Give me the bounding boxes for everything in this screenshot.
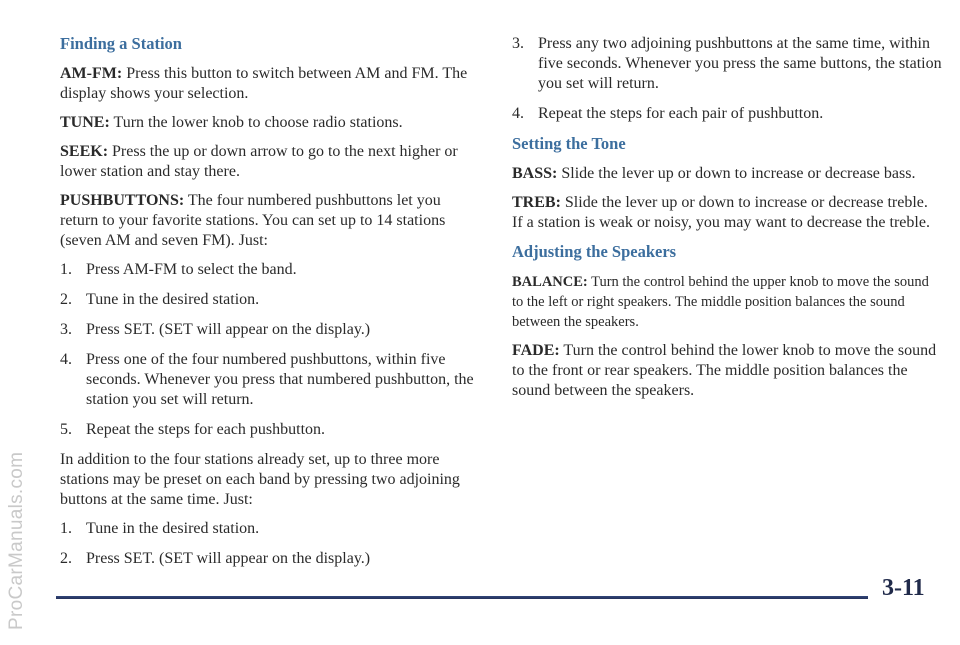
paragraph-balance: [512, 272, 942, 332]
step-text: Repeat the steps for each pushbutton.: [86, 421, 326, 438]
paragraph-treb: [512, 193, 942, 233]
term-balance: BALANCE:: [512, 274, 588, 290]
text-tune: Turn the lower knob to choose radio stations.: [109, 114, 403, 131]
step-number: 3.: [512, 35, 524, 52]
step-text: Press SET. (SET will appear on the display.): [86, 550, 371, 567]
step-text: Press one of the four numbered pushbuttons, within five seconds. Whenever you press that numbered pushbutton, the station you set will return.: [86, 351, 474, 408]
list-item: [512, 34, 942, 94]
step-number: 3.: [60, 321, 72, 338]
term-pushbuttons: PUSHBUTTONS:: [60, 192, 185, 209]
page-number: 3-11: [882, 575, 925, 601]
step-text: Tune in the desired station.: [86, 520, 260, 537]
footer-rule: [56, 596, 868, 599]
step-number: 4.: [60, 351, 72, 368]
step-number: 5.: [60, 421, 72, 438]
term-treb: TREB:: [512, 194, 561, 211]
list-item: [60, 290, 480, 310]
paragraph-am-fm: [60, 64, 480, 104]
step-number: 1.: [60, 261, 72, 278]
step-number: 1.: [60, 520, 72, 537]
text-am-fm: Press this button to switch between AM and FM. The display shows your selection.: [60, 65, 468, 102]
term-fade: FADE:: [512, 342, 560, 359]
left-column: [60, 34, 480, 579]
step-text: Repeat the steps for each pair of pushbutton.: [538, 105, 824, 122]
list-item: [60, 519, 480, 539]
step-text: Press AM-FM to select the band.: [86, 261, 297, 278]
heading-adjusting-the-speakers: Adjusting the Speakers: [512, 242, 677, 261]
list-item: [60, 549, 480, 569]
continued-steps-list: [512, 34, 942, 124]
list-item: [60, 420, 480, 440]
term-bass: BASS:: [512, 165, 558, 182]
step-number: 2.: [60, 291, 72, 308]
term-seek: SEEK:: [60, 143, 109, 160]
paragraph-tune: [60, 113, 480, 133]
step-text: Tune in the desired station.: [86, 291, 260, 308]
list-item: [512, 104, 942, 124]
text-seek: Press the up or down arrow to go to the next higher or lower station and stay there.: [60, 143, 458, 180]
heading-setting-the-tone: Setting the Tone: [512, 134, 626, 153]
list-item: [60, 320, 480, 340]
paragraph-fade: [512, 341, 942, 401]
text-bass: Slide the lever up or down to increase or decrease bass.: [557, 165, 916, 182]
text-treb: Slide the lever up or down to increase or decrease treble. If a station is weak or noisy, you may want to decrease the treble.: [512, 194, 930, 231]
heading-finding-a-station: Finding a Station: [60, 34, 182, 53]
paragraph-pushbuttons: [60, 191, 480, 251]
watermark-text: ProCarManuals.com: [6, 451, 27, 630]
right-column: [512, 34, 942, 410]
step-number: 4.: [512, 105, 524, 122]
term-am-fm: AM-FM:: [60, 65, 123, 82]
paragraph-seek: [60, 142, 480, 182]
text-fade: Turn the control behind the lower knob to move the sound to the front or rear speakers. The middle position balances the sound between the speakers.: [512, 342, 937, 399]
paragraph-bass: [512, 164, 942, 184]
list-item: [60, 350, 480, 410]
list-item: [60, 260, 480, 280]
text-pushbuttons: The four numbered pushbuttons let you return to your favorite stations. You can set up to 14 stations (seven AM and seven FM). Just:: [60, 192, 446, 249]
paragraph-addition: In addition to the four stations already set, up to three more stations may be preset on each band by pressing two adjoining buttons at the same time. Just:: [60, 451, 460, 508]
additional-steps-list: [60, 519, 480, 569]
preset-steps-list: [60, 260, 480, 440]
step-text: Press SET. (SET will appear on the display.): [86, 321, 371, 338]
term-tune: TUNE:: [60, 114, 110, 131]
step-text: Press any two adjoining pushbuttons at the same time, within five seconds. Whenever you press the same buttons, the station you set will return.: [538, 35, 942, 92]
text-balance: Turn the control behind the upper knob to move the sound to the left or right speakers. The middle position balances the sound between the speakers.: [512, 274, 929, 330]
step-number: 2.: [60, 550, 72, 567]
